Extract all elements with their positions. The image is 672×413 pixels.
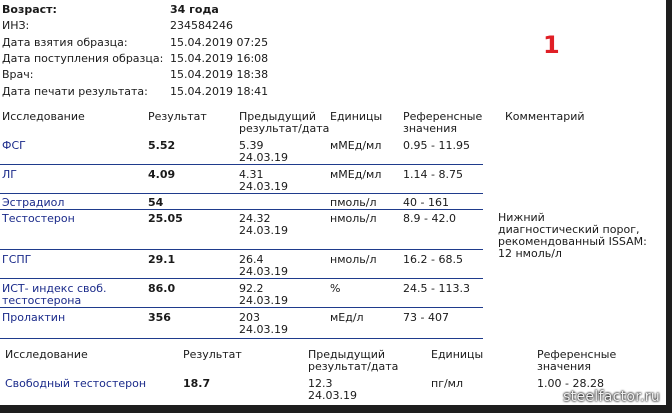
t1-row-prolactin-prev-date: 24.03.19	[239, 323, 288, 336]
t2-row-free-testosterone-units: пг/мл	[431, 377, 464, 390]
t1-row-lh-units: мМЕд/мл	[330, 168, 382, 181]
inz-label: ИНЗ:	[2, 19, 30, 32]
row-divider	[0, 338, 483, 339]
t1-header-units: Единицы	[330, 110, 383, 123]
sample-taken-label: Дата взятия образца:	[2, 36, 128, 49]
row-divider	[0, 209, 483, 210]
t1-row-testosterone-prev-value: 24.32	[239, 212, 271, 225]
t1-row-fsh-prev-date: 24.03.19	[239, 151, 288, 164]
t2-header-test: Исследование	[5, 348, 88, 361]
t1-row-shbg-prev-value: 26.4	[239, 253, 264, 266]
t1-row-testosterone-prev-date: 24.03.19	[239, 224, 288, 237]
t2-row-free-testosterone-result: 18.7	[183, 377, 211, 390]
t1-header-previous-2: результат/дата	[239, 122, 330, 135]
t1-row-fsh-prev-value: 5.39	[239, 139, 264, 152]
print-date-value: 15.04.2019 18:41	[170, 85, 269, 98]
sample-received-value: 15.04.2019 16:08	[170, 52, 269, 65]
t1-row-shbg-units: нмоль/л	[330, 253, 377, 266]
t2-header-reference-2: значения	[537, 360, 592, 373]
age-value: 34 года	[170, 3, 219, 16]
t1-row-prolactin-name: Пролактин	[2, 311, 66, 324]
annotation-marker: 1	[543, 31, 560, 59]
t1-row-estradiol-result: 54	[148, 196, 164, 209]
t1-row-estradiol-name: Эстрадиол	[2, 196, 65, 209]
t1-row-estradiol-reference: 40 - 161	[403, 196, 449, 209]
age-label: Возраст:	[2, 3, 57, 16]
t1-row-fai-prev-value: 92.2	[239, 282, 264, 295]
row-divider	[0, 193, 483, 194]
t1-row-lh-prev-date: 24.03.19	[239, 180, 288, 193]
t2-row-free-testosterone-reference: 1.00 - 28.28	[537, 377, 604, 390]
t1-row-fai-reference: 24.5 - 113.3	[403, 282, 470, 295]
t1-row-lh-name: ЛГ	[2, 168, 17, 181]
t1-row-shbg-result: 29.1	[148, 253, 176, 266]
row-divider	[0, 164, 483, 165]
row-divider	[0, 278, 483, 279]
t1-row-prolactin-prev-value: 203	[239, 311, 260, 324]
frame-right-edge	[666, 0, 672, 413]
t1-row-lh-result: 4.09	[148, 168, 176, 181]
t1-row-fsh-result: 5.52	[148, 139, 176, 152]
sample-received-label: Дата поступления образца:	[2, 52, 164, 65]
t2-header-result: Результат	[183, 348, 242, 361]
t1-row-fai-name-line2: тестостерона	[2, 294, 82, 307]
t1-row-fsh-reference: 0.95 - 11.95	[403, 139, 470, 152]
doctor-label: Врач:	[2, 68, 34, 81]
frame-bottom-edge	[0, 405, 672, 413]
print-date-label: Дата печати результата:	[2, 85, 148, 98]
t2-row-free-testosterone-prev-date: 24.03.19	[308, 389, 357, 402]
t1-row-testosterone-units: нмоль/л	[330, 212, 377, 225]
t1-row-testosterone-reference: 8.9 - 42.0	[403, 212, 456, 225]
t1-row-shbg-name: ГСПГ	[2, 253, 32, 266]
t1-header-reference-2: значения	[403, 122, 458, 135]
t2-header-reference-1: Референсные	[537, 348, 617, 361]
t1-row-testosterone-result: 25.05	[148, 212, 183, 225]
t1-header-comment: Комментарий	[505, 110, 585, 123]
t1-row-fsh-name: ФСГ	[2, 139, 26, 152]
t1-row-prolactin-units: мЕд/л	[330, 311, 364, 324]
t1-row-fai-result: 86.0	[148, 282, 176, 295]
t1-row-lh-reference: 1.14 - 8.75	[403, 168, 463, 181]
t1-header-previous-1: Предыдущий	[239, 110, 317, 123]
t1-row-testosterone-name: Тестостерон	[2, 212, 75, 225]
t1-header-test: Исследование	[2, 110, 85, 123]
t1-row-testosterone-comment: Нижний диагностический порог, рекомендованный ISSAM: 12 нмоль/л	[498, 211, 647, 260]
inz-value: 234584246	[170, 19, 233, 32]
t1-header-reference-1: Референсные	[403, 110, 483, 123]
t1-row-fai-units: %	[330, 282, 341, 295]
t1-row-estradiol-units: пмоль/л	[330, 196, 377, 209]
t2-row-free-testosterone-name: Свободный тестостерон	[5, 377, 147, 390]
t1-header-result: Результат	[148, 110, 207, 123]
t1-row-prolactin-result: 356	[148, 311, 171, 324]
t1-row-shbg-reference: 16.2 - 68.5	[403, 253, 463, 266]
doctor-value: 15.04.2019 18:38	[170, 68, 269, 81]
t1-row-fai-name-line1: ИСТ- индекс своб.	[2, 282, 107, 295]
t2-header-previous-2: результат/дата	[308, 360, 399, 373]
row-divider	[0, 249, 483, 250]
t2-header-units: Единицы	[431, 348, 484, 361]
t2-header-previous-1: Предыдущий	[308, 348, 386, 361]
t1-row-shbg-prev-date: 24.03.19	[239, 265, 288, 278]
watermark: steelfactor.ru	[563, 389, 660, 405]
t1-row-fsh-units: мМЕд/мл	[330, 139, 382, 152]
t1-row-fai-prev-date: 24.03.19	[239, 294, 288, 307]
sample-taken-value: 15.04.2019 07:25	[170, 36, 269, 49]
row-divider	[0, 307, 483, 308]
t2-row-free-testosterone-prev-value: 12.3	[308, 377, 333, 390]
t1-row-prolactin-reference: 73 - 407	[403, 311, 449, 324]
t1-row-lh-prev-value: 4.31	[239, 168, 264, 181]
